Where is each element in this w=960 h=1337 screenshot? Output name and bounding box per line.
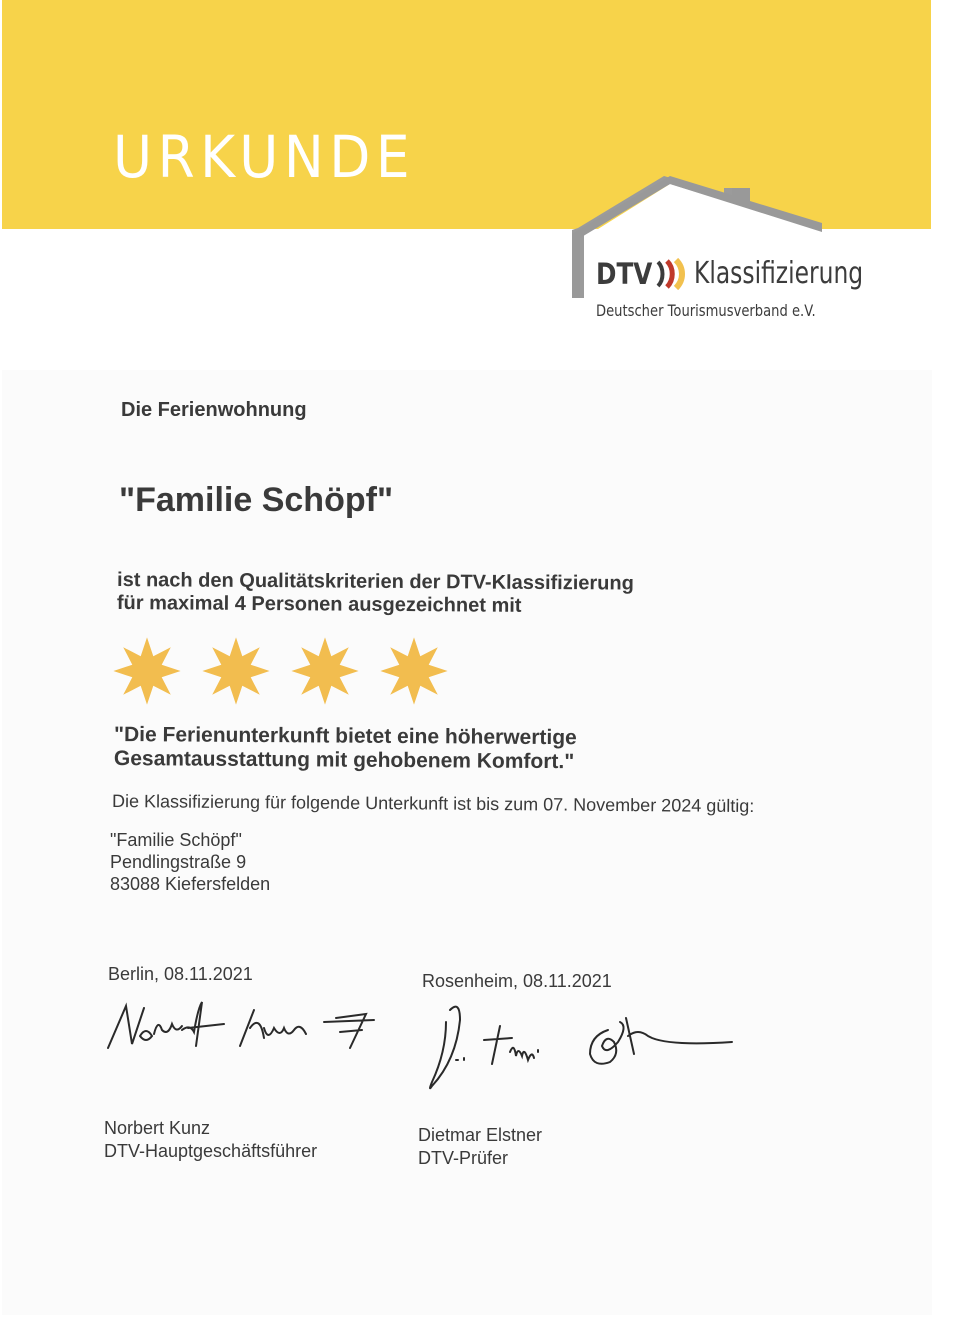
left-signatory-name: Norbert Kunz	[104, 1118, 211, 1138]
eight-point-star-icon	[290, 636, 360, 706]
logo-subtitle: Deutscher Tourismusverband e.V.	[596, 301, 816, 320]
quote-line-1: "Die Ferienunterkunft bietet eine höherwertige	[114, 723, 577, 750]
quote-line-2: Gesamtausstattung mit gehobenem Komfort."	[113, 747, 575, 774]
accommodation-name: "Familie Schöpf"	[119, 481, 394, 519]
right-signatory	[418, 1124, 542, 1169]
criteria-line-1: ist nach den Qualitätskriterien der DTV-Klassifizierung	[117, 569, 634, 595]
signature-dietmar-elstner	[420, 1000, 740, 1090]
chevrons-icon	[656, 258, 690, 290]
rating-description	[114, 723, 577, 775]
address-name: "Familie Schöpf"	[110, 830, 242, 850]
right-place-date: Rosenheim, 08.11.2021	[422, 971, 612, 991]
address-street: Pendlingstraße 9	[110, 851, 247, 872]
dtv-logo	[596, 256, 911, 291]
address-city: 83088 Kiefersfelden	[110, 873, 271, 894]
certificate-title: URKUNDE	[113, 123, 416, 191]
eight-point-star-icon	[379, 636, 449, 706]
validity-statement: Die Klassifizierung für folgende Unterkunft ist bis zum 07. November 2024 gültig:	[111, 791, 755, 817]
eight-point-star-icon	[201, 636, 271, 706]
eight-point-star-icon	[112, 636, 182, 706]
accommodation-type: Die Ferienwohnung	[121, 399, 307, 421]
left-signatory-role: DTV-Hauptgeschäftsführer	[104, 1140, 318, 1161]
right-signatory-name: Dietmar Elstner	[418, 1125, 543, 1145]
logo-dtv-text: DTV	[596, 256, 653, 291]
left-signatory	[104, 1117, 317, 1162]
right-signatory-role: DTV-Prüfer	[418, 1147, 509, 1168]
left-place-date: Berlin, 08.11.2021	[108, 964, 253, 984]
accommodation-address	[110, 830, 270, 896]
signature-norbert-kunz	[104, 998, 376, 1056]
star-rating	[112, 636, 449, 706]
criteria-text	[117, 569, 634, 619]
criteria-line-2: für maximal 4 Personen ausgezeichnet mit	[116, 592, 522, 617]
logo-klassifizierung-text: Klassifizierung	[694, 256, 864, 291]
